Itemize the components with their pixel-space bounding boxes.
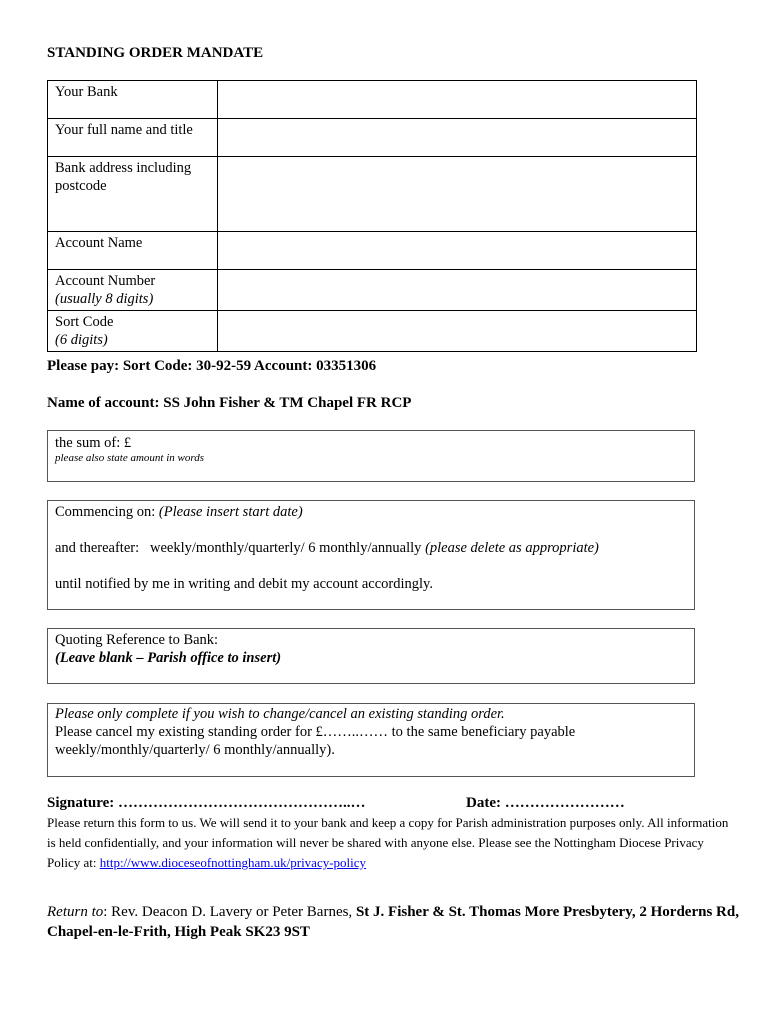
reference-note: (Leave blank – Parish office to insert) [55,650,282,666]
sum-hint: please also state amount in words [55,452,205,464]
bank-details-table [47,80,697,352]
table-row [48,270,697,311]
cancel-frequency-line: weekly/monthly/quarterly/ 6 monthly/annually). [55,742,335,758]
signature-field[interactable]: Signature: ………………………………………..… [47,795,366,811]
account-name-field[interactable] [217,232,696,270]
reference-label: Quoting Reference to Bank: [55,632,219,648]
table-row [48,157,697,232]
privacy-policy-link[interactable]: http://www.dioceseofnottingham.uk/privacy-policy [99,855,367,870]
cancel-instruction: Please only complete if you wish to change/cancel an existing standing order. [55,706,505,722]
return-address: Return to: Rev. Deacon D. Lavery or Peter Barnes, St J. Fisher & St. Thomas More Presbytery, 2 Horderns Rd, Chapel-en-le-Frith, High Peak SK23 9ST [47,904,739,940]
signature-row [47,795,697,812]
table-row [48,311,697,352]
sum-label: the sum of: £ [55,435,132,451]
sort-code-field[interactable] [217,311,696,352]
account-number-field[interactable] [217,270,696,311]
row-label-account-name: Account Name [48,232,218,270]
privacy-notice: Please return this form to us. We will send it to your bank and keep a copy for Parish administration purposes only. All information is held confidentially, and your information will never be shared with anyone else. Please see the Nottingham Diocese Privacy Policy at: http://www.dioceseofnottingham.uk/privacy-policy [47,815,729,870]
account-name-line: Name of account: SS John Fisher & TM Chapel FR RCP [47,395,412,411]
commencing-box[interactable] [47,500,695,610]
frequency-line: and thereafter: weekly/monthly/quarterly/ 6 monthly/annually (please delete as appropriate) [55,540,599,556]
row-label-account-number: Account Number (usually 8 digits) [48,270,218,311]
until-line: until notified by me in writing and debit my account accordingly. [55,576,433,592]
row-label-full-name: Your full name and title [48,119,218,157]
cancel-box[interactable] [47,703,695,777]
sum-box[interactable] [47,430,695,482]
commencing-line: Commencing on: (Please insert start date) [55,504,303,520]
table-row [48,81,697,119]
sort-code-note: (6 digits) [55,332,108,348]
full-name-field[interactable] [217,119,696,157]
pay-instruction: Please pay: Sort Code: 30-92-59 Account: 03351306 [47,358,377,374]
reference-box [47,628,695,684]
row-label-sort-code: Sort Code (6 digits) [48,311,218,352]
bank-field[interactable] [217,81,696,119]
row-label-bank: Your Bank [48,81,218,119]
bank-address-field[interactable] [217,157,696,232]
table-row [48,232,697,270]
account-number-note: (usually 8 digits) [55,291,154,307]
date-field[interactable]: Date: …………………… [466,795,625,811]
table-row [48,119,697,157]
cancel-amount-line: Please cancel my existing standing order for £……..…… to the same beneficiary payable [55,724,576,740]
document-title: STANDING ORDER MANDATE [47,45,264,61]
row-label-bank-address: Bank address including postcode [48,157,218,232]
